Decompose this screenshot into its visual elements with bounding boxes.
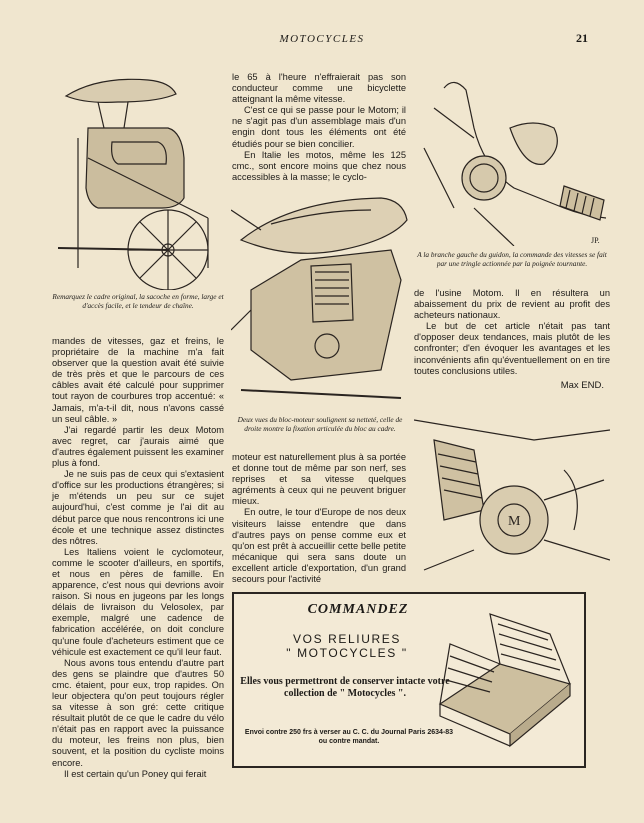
ad-title: COMMANDEZ [307,602,409,617]
handlebar-drawing [414,68,610,246]
paragraph: le 65 à l'heure n'effraierait pas son conducteur comme une bicyclette atteignant la même vitesse. [232,72,406,105]
illustrator-mark: JP. [591,236,600,245]
motor-side-illustration [414,410,610,580]
paragraph: En Italie les motos, même les 125 cmc., sont encore moins que chez nous accessibles à la masse; le cyclo- [232,149,406,182]
binder-advertisement[interactable] [232,592,586,768]
column-middle-top [232,72,406,183]
paragraph: Le but de cet article n'était pas tant d'opposer deux tendances, mais plutôt de les confronter; d'en évoquer les avantages et les inconvénients afin qu'éventuellement on en tire toutes conclusions utiles. [414,321,610,376]
book-drawing [430,604,580,754]
ad-subtitle-line: " MOTOCYCLES " [286,646,408,660]
page-number: 21 [576,31,588,45]
column-left [52,336,224,780]
paragraph: C'est ce qui se passe pour le Motom; il ne s'agit pas d'un assemblage mais d'un engin dont tous les éléments ont été étudiés pour se bien concilier. [232,105,406,149]
motor-side-drawing [414,410,610,580]
handlebar-illustration [414,68,610,246]
saddlebag-drawing [58,68,220,290]
ad-body-text: Elles vous permettront de conserver intacte votre collection de " Motocycles ". [240,676,450,699]
handlebar-caption: A la branche gauche du guidon, la commande des vitesses se fait par une tringle actionnée par la poignée tournante. [417,250,607,268]
paragraph: J'ai regardé partir les deux Motom avec regret, car j'aurais aimé que d'autres également puissent les examiner plus à fond. [52,424,224,469]
ad-order-info: Envoi contre 250 frs à verser au C. C. du Journal Paris 2634-83 ou contre mandat. [244,729,454,745]
column-middle-bottom [232,452,406,585]
paragraph: moteur est naturellement plus à sa portée et donne tout de même par son nerf, ses reprises et sa vitesse quelques agréments à ceux qui ne peuvent briguer mieux. [232,452,406,507]
paragraph: Nous avons tous entendu d'autre part des gens se plaindre que d'autres 50 cmc. étaient, pour eux, trop rapides. On leur objectera qu'on peut toujours régler sa vitesse à son gré: cette critique résultait plutôt de ce que le cadre du vélo n'était pas en rapport avec la puissance du moteur, les freins non plus, bien souvent, et la position du cycliste moins encore. [52,657,224,768]
column-right [414,288,610,377]
running-header: MOTOCYCLES [279,33,365,45]
open-book-illustration [430,604,580,754]
paragraph: de l'usine Motom. Il en résultera un abaissement du prix de revient au profit des acheteurs nationaux. [414,288,610,321]
paragraph: En outre, le tour d'Europe de nos deux visiteurs laisse entendre que dans d'autres pays on pense comme eux et qu'on est prêt à accueillir cette belle petite mécanique qui sera sans doute un excellent article d'exportation, d'un grand secours pour l'activité [232,507,406,585]
author-signature: Max END. [560,380,604,391]
paragraph: mandes de vitesses, gaz et freins, le propriétaire de la machine m'a fait observer que la question avait été suivie de très près et que le parcours de ces câbles avait été calculé pour supprimer tout rayon de courbures trop accentué: « Jamais, m'a-t-il dit, nous n'avons cassé un seul câble. » [52,336,224,424]
engine-caption: Deux vues du bloc-moteur soulignent sa netteté, celle de droite montre la fixation articulée du bloc au cadre. [237,415,403,433]
saddlebag-caption: Remarquez le cadre original, la sacoche en forme, large et d'accès facile, et le tendeur de chaîne. [52,292,224,310]
ad-subtitle-line: VOS RELIURES [293,632,401,646]
engine-illustration [231,180,409,410]
paragraph: Les Italiens voient le cyclomoteur, comme le scooter d'ailleurs, en sportifs, et nous en pères de famille. En apparence, c'est nous qui devrions avoir raison. Si nous en jugeons par les longs délais de livraison du Velosolex, par exemple, malgré une cadence de fabrication accélérée, on doit conclure qu'une foule d'acheteurs estiment que ce véhicule est exactement ce qu'il leur faut. [52,546,224,657]
paragraph: Je ne suis pas de ceux qui s'extasient d'office sur les productions étrangères; si je m'étends un peu sur ce sujet aujourd'hui, c'est comme je l'ai dit au début parce que nous rencontrons ici une école et une technique assez distinctes des nôtres. [52,469,224,546]
svg-text:M: M [508,514,521,529]
engine-drawing [231,180,409,410]
saddlebag-illustration [58,68,220,290]
paragraph: Il est certain qu'un Poney qui ferait [64,768,207,779]
